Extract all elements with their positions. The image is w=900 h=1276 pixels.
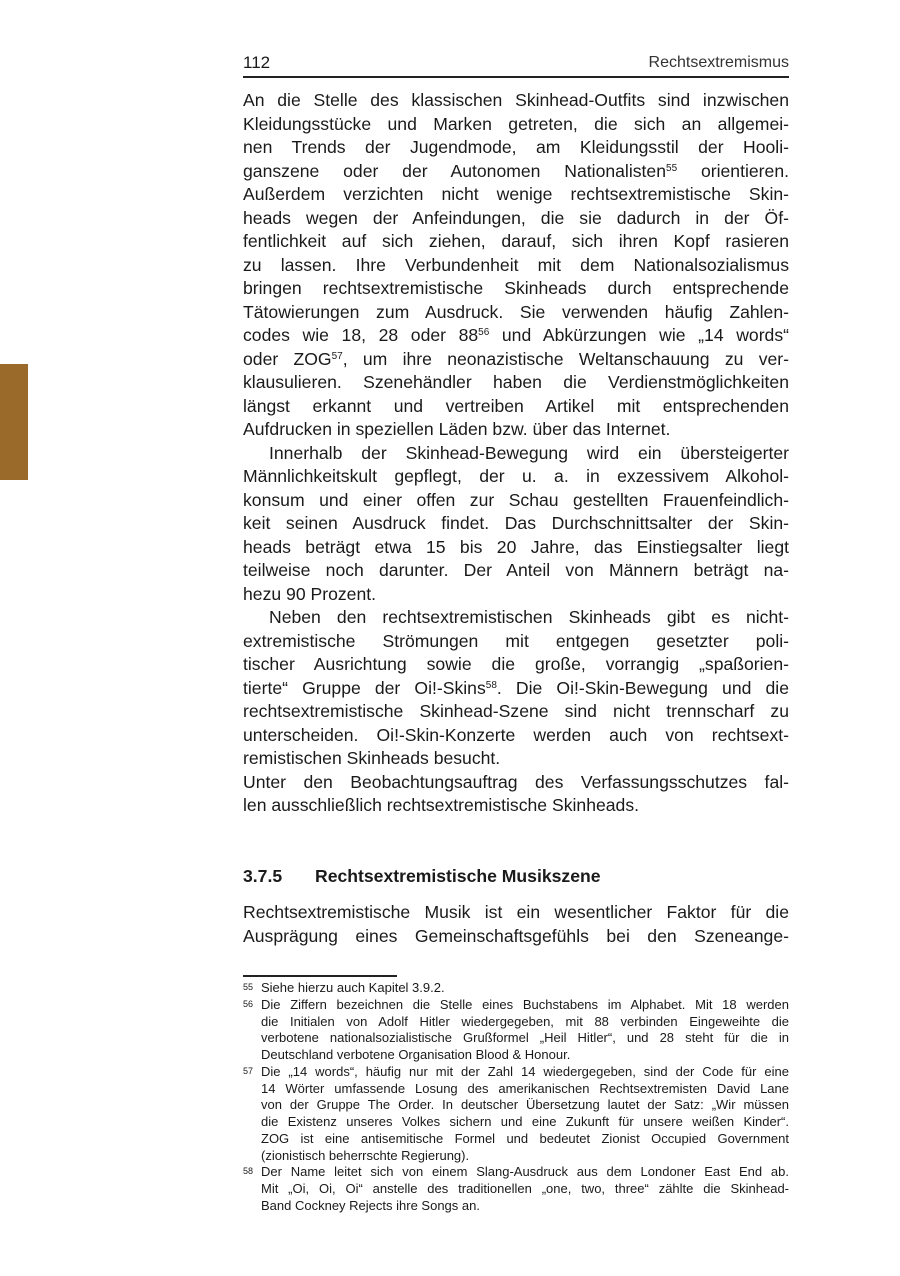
- chapter-thumb-tab: [0, 364, 28, 480]
- footnote-line: Der Name leitet sich von einem Slang-Ausdruck aus dem Londoner East End ab.: [261, 1164, 789, 1180]
- section-number: 3.7.5: [243, 866, 283, 886]
- paragraph: [243, 442, 789, 607]
- text-line: tierte“ Gruppe der Oi!-Skins$^{58}$. Die Oi!-Skin-Bewegung und die: [243, 677, 789, 698]
- paragraph: [243, 771, 789, 818]
- footnote-reference[interactable]: 56: [478, 327, 490, 339]
- text-line: heads wegen der Anfeindungen, die sie dadurch in der Öf-: [243, 207, 789, 228]
- footnote-number: 58: [243, 1166, 254, 1177]
- footnote-line: Die Ziffern bezeichnen die Stelle eines Buchstabens im Alphabet. Mit 18 werden: [261, 996, 789, 1012]
- text-line: codes wie 18, 28 oder $88^{56}$ und Abkürzungen wie „14 words“: [243, 325, 789, 346]
- footnote-number: 56: [243, 998, 254, 1009]
- footnote-line: Deutschland verbotene Organisation Blood & Honour.: [261, 1047, 571, 1062]
- text-line: oder ZOG$^{57}$, um ihre neonazistische Weltanschauung zu ver-: [243, 348, 790, 369]
- page-number: 112: [243, 53, 271, 72]
- text-line: Innerhalb der Skinhead-Bewegung wird ein übersteigerter: [269, 442, 789, 463]
- footnote-reference[interactable]: 55: [666, 162, 678, 174]
- text-line: Tätowierungen zum Ausdruck. Sie verwenden häufig Zahlen-: [243, 301, 789, 322]
- text-line: Männlichkeitskult gepflegt, der u. a. in exzessivem Alkohol-: [243, 466, 789, 487]
- footnote-number: 55: [243, 982, 254, 992]
- text-line: zu lassen. Ihre Verbundenheit mit dem Nationalsozialismus: [243, 254, 789, 275]
- footnote-line: verbotene nationalsozialistische Grußformel „Heil Hitler“, und 28 steht für die in: [261, 1030, 789, 1046]
- footnote-number: 57: [243, 1065, 254, 1076]
- text-line: len ausschließlich rechtsextremistische Skinheads.: [243, 795, 640, 816]
- text-line: Aufdrucken in speziellen Läden bzw. über das Internet.: [243, 419, 671, 440]
- text-line: fentlichkeit auf sich ziehen, darauf, sich ihren Kopf rasieren: [243, 231, 789, 252]
- text-line: längst erkannt und vertreiben Artikel mit entsprechenden: [243, 395, 789, 416]
- section-body-text: [243, 901, 789, 948]
- footnote: [243, 980, 789, 997]
- footnote: [243, 1064, 789, 1165]
- footnote-line: (zionistisch beherrschte Regierung).: [261, 1147, 470, 1163]
- text-line: An die Stelle des klassischen Skinhead-Outfits sind inzwischen: [243, 90, 789, 110]
- footnote-line: Mit „Oi, Oi, Oi“ anstelle des traditionellen „one, two, three“ zählte die Skinhead-: [261, 1181, 789, 1196]
- footnote-reference[interactable]: 58: [485, 679, 497, 691]
- footnote-line: 14 Wörter umfassende Losung des amerikanischen Rechtsextremisten David Lane: [261, 1080, 789, 1096]
- footnote-line: Die „14 words“, häufig nur mit der Zahl 14 wiedergegeben, sind der Code für eine: [261, 1063, 789, 1079]
- text-line: Außerdem verzichten nicht wenige rechtsextremistische Skin-: [243, 184, 789, 205]
- body-text: [243, 89, 789, 818]
- section-title: Rechtsextremistische Musikszene: [315, 866, 601, 886]
- paragraph: [243, 89, 789, 442]
- section-heading: [243, 866, 601, 887]
- text-line: heads beträgt etwa 15 bis 20 Jahre, das Einstiegsalter liegt: [243, 536, 789, 557]
- text-line: rechtsextremistische Skinhead-Szene sind nicht trennscharf zu: [243, 701, 789, 722]
- text-line: klausulieren. Szenehändler haben die Verdienstmöglichkeiten: [243, 372, 789, 393]
- footnote: [243, 1164, 789, 1214]
- footnotes: [243, 980, 789, 1215]
- text-line: tischer Ausrichtung sowie die große, vorrangig „spaßorien-: [243, 654, 789, 675]
- text-line: teilweise noch darunter. Der Anteil von Männern beträgt na-: [243, 560, 789, 581]
- text-line: hezu 90 Prozent.: [243, 583, 377, 604]
- text-line: unterscheiden. Oi!-Skin-Konzerte werden auch von rechtsext-: [243, 724, 789, 745]
- text-line: Unter den Beobachtungsauftrag des Verfassungsschutzes fal-: [243, 771, 789, 792]
- footnote-reference[interactable]: 57: [331, 350, 343, 362]
- text-line: bringen rechtsextremistische Skinheads durch entsprechende: [243, 278, 789, 299]
- text-line: ganszene oder der Autonomen Nationalisten$^{55}$ orientieren.: [243, 160, 789, 181]
- text-line: keit seinen Ausdruck findet. Das Durchschnittsalter der Skin-: [243, 513, 789, 534]
- footnote-line: die Initialen von Adolf Hitler wiedergegeben, mit 88 verbinden Eingeweihte die: [261, 1013, 789, 1029]
- footnote-line: ZOG ist eine antisemitische Formel und bedeutet Zionist Occupied Government: [261, 1130, 789, 1146]
- text-line: remistischen Skinheads besucht.: [243, 748, 501, 769]
- paragraph: [243, 606, 789, 771]
- text-line: Ausprägung eines Gemeinschaftsgefühls bei den Szeneange-: [243, 925, 789, 946]
- running-title: Rechtsextremismus: [648, 54, 789, 71]
- footnote: [243, 997, 789, 1064]
- text-line: konsum und einer offen zur Schau gestellten Frauenfeindlich-: [243, 489, 789, 510]
- footnote-line: von der Gruppe The Order. In deutscher Übersetzung lautet der Satz: „Wir müssen: [261, 1097, 789, 1113]
- page-header: [243, 52, 789, 78]
- text-line: nen Trends der Jugendmode, am Kleidungsstil der Hooli-: [243, 137, 789, 158]
- text-line: Neben den rechtsextremistischen Skinheads gibt es nicht-: [269, 607, 789, 628]
- footnote-line: die Existenz unseres Volkes sichern und eine Zukunft für unsere weißen Kinder“.: [261, 1114, 789, 1129]
- footnote-line: Siehe hierzu auch Kapitel 3.9.2.: [261, 980, 445, 995]
- footnote-divider: [243, 975, 397, 977]
- footnote-line: Band Cockney Rejects ihre Songs an.: [261, 1197, 480, 1213]
- text-line: Kleidungsstücke und Marken getreten, die sich an allgemei-: [243, 113, 789, 134]
- text-line: extremistische Strömungen mit entgegen gesetzter poli-: [243, 630, 789, 651]
- text-line: Rechtsextremistische Musik ist ein wesentlicher Faktor für die: [243, 902, 789, 922]
